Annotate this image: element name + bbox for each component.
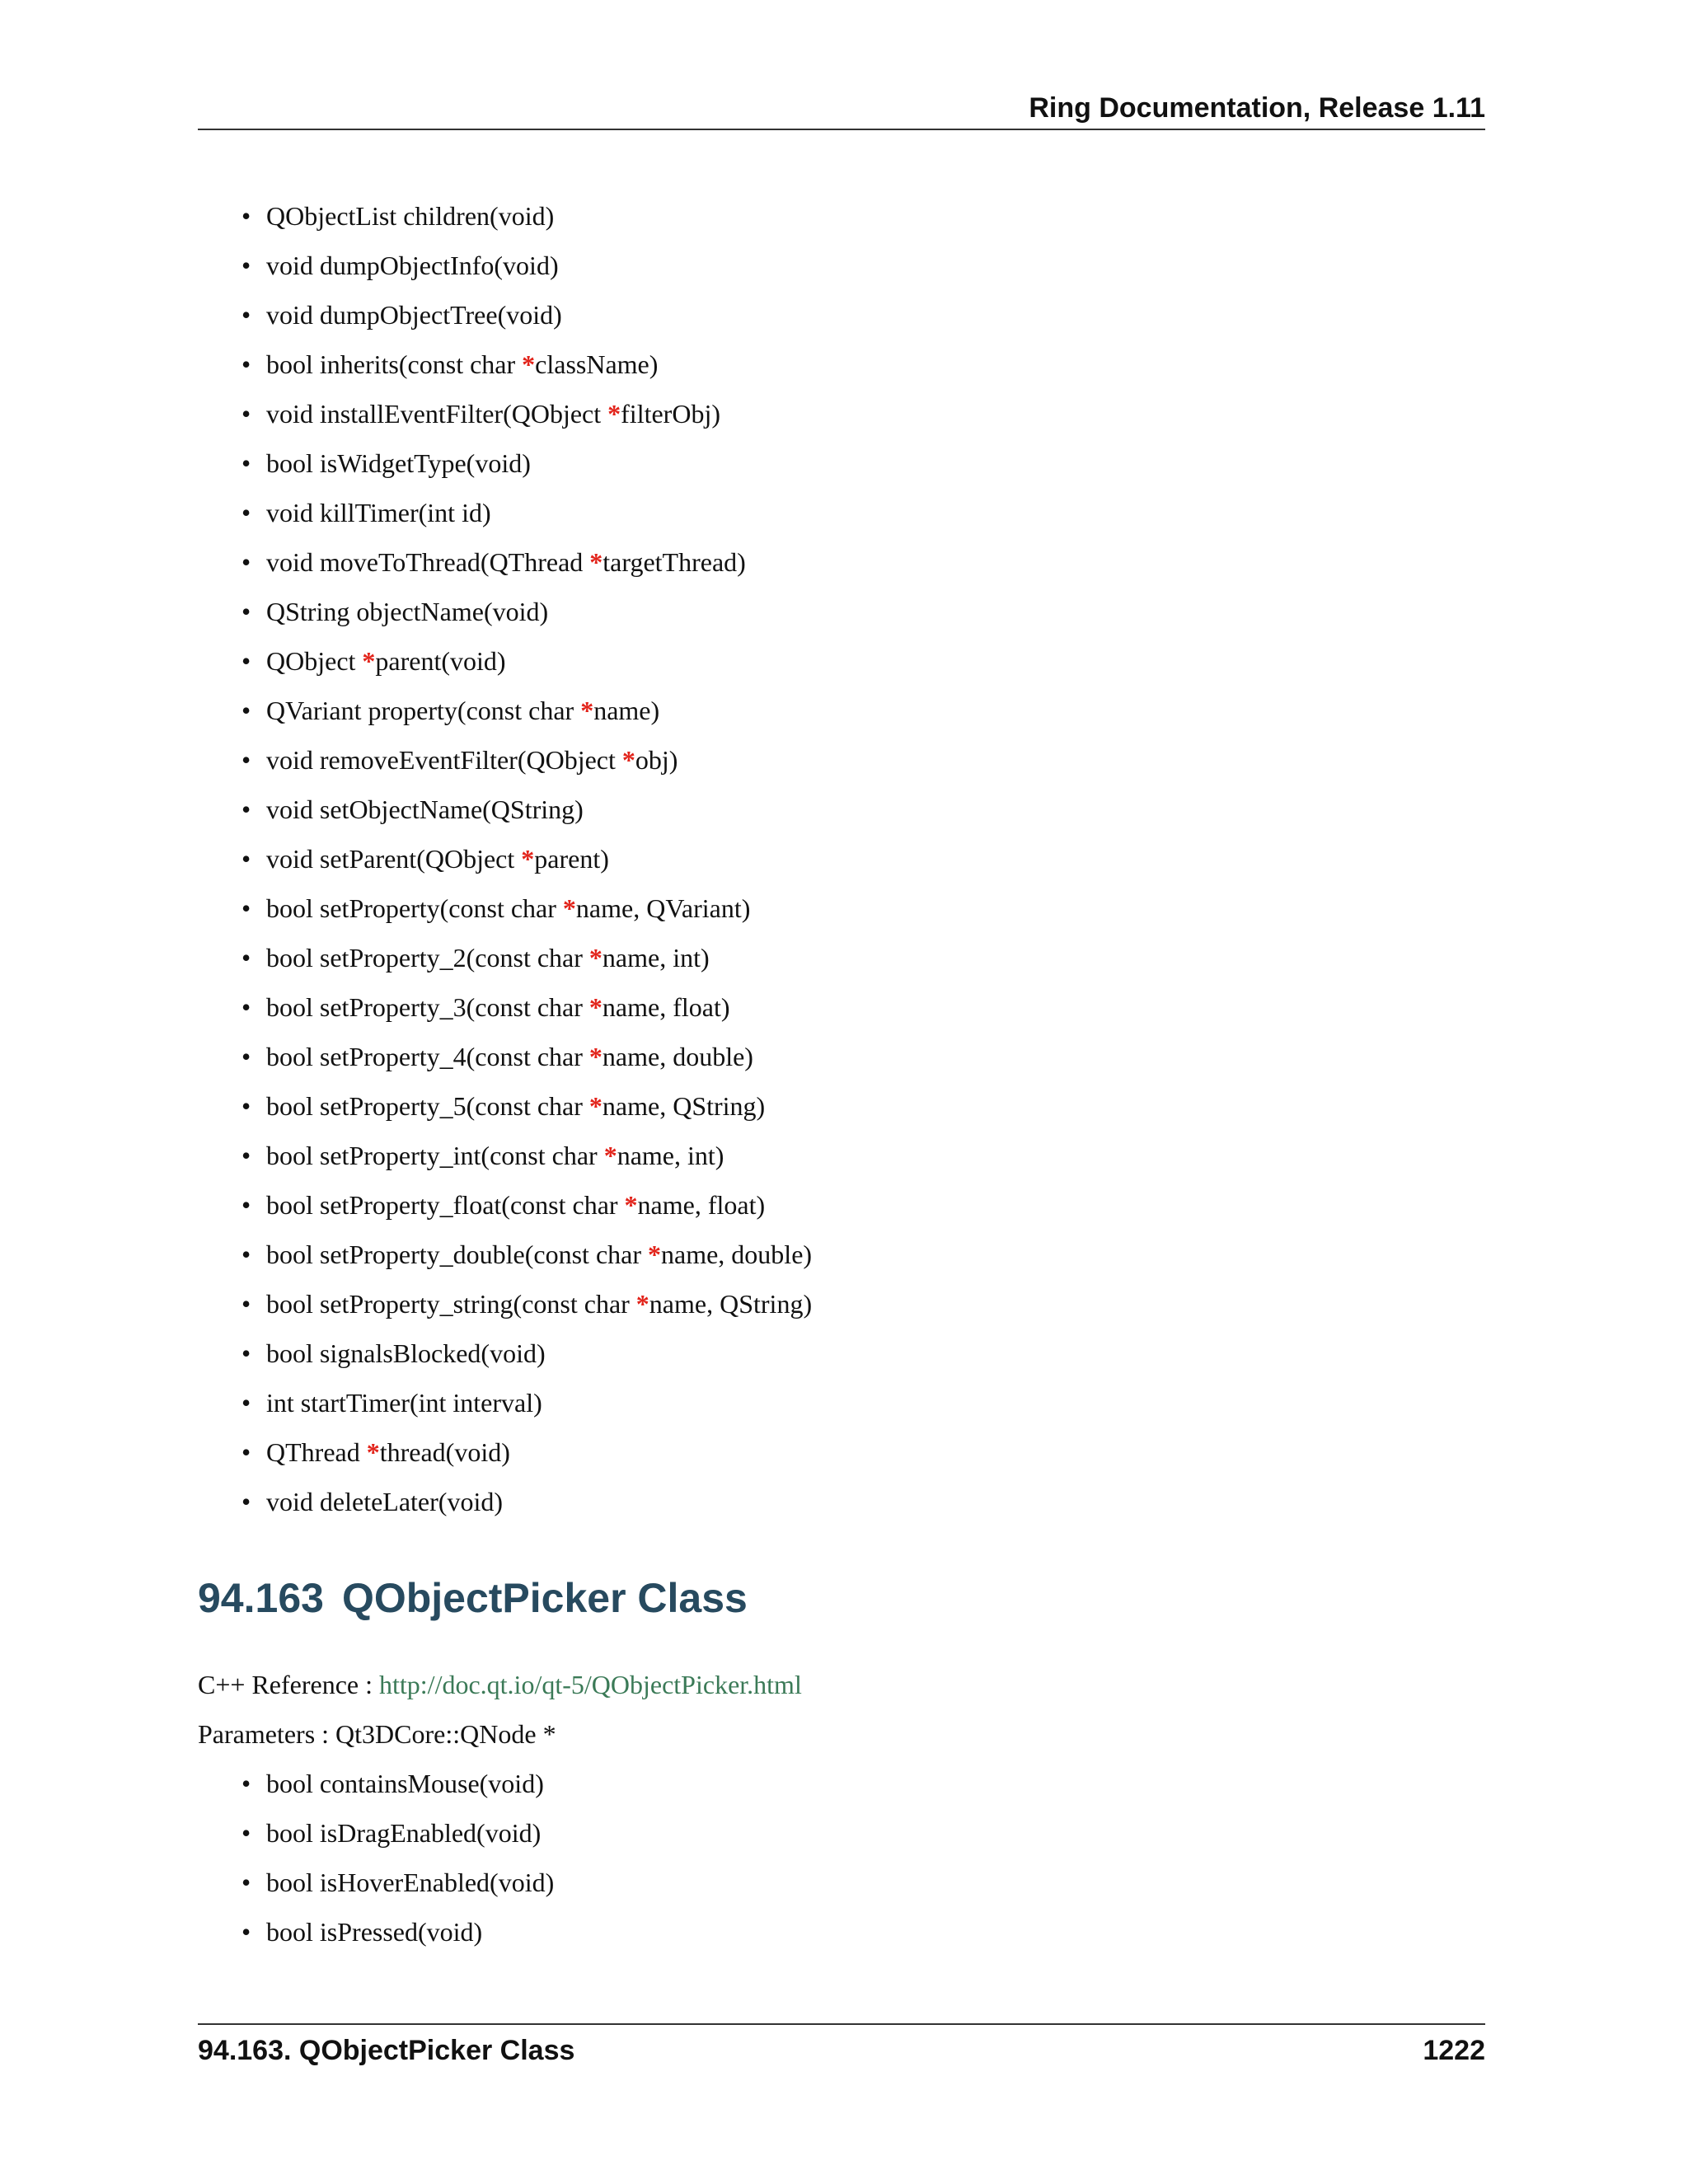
method-signature: QVariant property(const char [266,696,581,725]
bullet: • [241,794,251,824]
method-signature-rest: name, float) [602,992,730,1022]
bullet: • [241,1091,251,1121]
method-signature-rest: name, double) [661,1240,813,1269]
method-item [0,494,812,544]
method-item [0,1483,812,1533]
method-signature-rest: name, int) [602,943,710,972]
method-signature: void removeEventFilter(QObject [266,745,622,775]
bullet: • [241,1190,251,1220]
method-signature: bool setProperty_2(const char [266,943,589,972]
cpp-reference-line [198,1666,802,1703]
method-item [0,1385,812,1434]
pointer-star: * [588,992,603,1022]
pointer-star: * [621,745,635,775]
bullet: • [241,399,251,429]
method-item [0,841,812,890]
page-footer [198,2023,1485,2074]
bullet: • [241,1917,251,1947]
bullet: • [241,1141,251,1170]
bullet: • [241,1769,251,1798]
page-number: 1222 [1423,2035,1485,2066]
header-title: Ring Documentation, Release 1.11 [1029,92,1485,124]
method-item [0,1236,812,1286]
parameters-line: Parameters : Qt3DCore::QNode * [198,1719,556,1749]
bullet: • [241,844,251,874]
bullet: • [241,943,251,972]
method-signature: void dumpObjectTree(void) [266,300,562,330]
method-signature: bool setProperty_4(const char [266,1042,589,1071]
method-item [0,1038,812,1088]
method-signature: bool setProperty_string(const char [266,1289,636,1319]
section-heading [198,1574,748,1622]
bullet: • [241,547,251,577]
method-item [0,890,812,940]
method-signature: bool setProperty_float(const char [266,1190,625,1220]
pointer-star: * [366,1437,380,1467]
method-item [0,346,812,396]
pointer-star: * [648,1240,661,1269]
method-item [0,1765,554,1815]
method-signature-rest: name, int) [617,1141,724,1170]
bullet: • [241,1437,251,1467]
method-item [0,396,812,445]
method-signature-rest: targetThread) [603,547,746,577]
method-item [0,742,812,791]
method-signature: void killTimer(int id) [266,498,491,527]
method-signature-rest: name, float) [637,1190,766,1220]
method-item [0,692,812,742]
method-signature-rest: obj) [635,745,678,775]
pointer-star: * [589,547,603,577]
page-header [198,91,1485,130]
bullet: • [241,646,251,676]
method-item [0,593,812,643]
method-signature-rest: thread(void) [379,1437,510,1467]
method-item [0,1286,812,1335]
method-signature: bool setProperty(const char [266,893,563,923]
method-signature: bool isWidgetType(void) [266,448,531,478]
method-list-qobjectpicker [0,1765,554,1963]
method-signature: bool setProperty_5(const char [266,1091,589,1121]
method-signature-rest: parent) [534,844,609,874]
bullet: • [241,1338,251,1368]
cpp-reference-label: C++ Reference : [198,1670,379,1699]
method-signature-rest: name, QVariant) [575,893,751,923]
method-item [0,643,812,692]
bullet: • [241,1240,251,1269]
method-item [0,1434,812,1483]
method-signature: QObjectList children(void) [266,201,555,231]
method-item [0,940,812,989]
bullet: • [241,1042,251,1071]
section-number: 94.163 [198,1575,324,1621]
method-signature: bool setProperty_3(const char [266,992,589,1022]
bullet: • [241,893,251,923]
method-signature: bool inherits(const char [266,349,523,379]
bullet: • [241,696,251,725]
section-title: QObjectPicker Class [341,1575,748,1621]
bullet: • [241,349,251,379]
method-signature: void deleteLater(void) [266,1487,503,1516]
method-signature: bool isHoverEnabled(void) [266,1868,555,1897]
bullet: • [241,745,251,775]
method-item [0,247,812,297]
bullet: • [241,498,251,527]
method-signature: bool containsMouse(void) [266,1769,544,1798]
method-item [0,1914,554,1963]
method-item [0,1187,812,1236]
method-signature-rest: name, double) [602,1042,753,1071]
bullet: • [241,201,251,231]
pointer-star: * [362,646,376,676]
method-signature: bool setProperty_double(const char [266,1240,648,1269]
method-item [0,198,812,247]
method-signature: void setObjectName(QString) [266,794,584,824]
method-signature: void dumpObjectInfo(void) [266,251,559,280]
pointer-star: * [603,1141,617,1170]
method-item [0,1088,812,1137]
pointer-star: * [588,1091,603,1121]
method-item [0,297,812,346]
bullet: • [241,1289,251,1319]
bullet: • [241,992,251,1022]
cpp-reference-link[interactable]: http://doc.qt.io/qt-5/QObjectPicker.html [379,1670,802,1699]
method-item [0,544,812,593]
pointer-star: * [635,1289,649,1319]
bullet: • [241,448,251,478]
pointer-star: * [521,844,535,874]
method-signature: QString objectName(void) [266,597,549,626]
method-signature: bool isPressed(void) [266,1917,483,1947]
pointer-star: * [624,1190,638,1220]
method-signature: void moveToThread(QThread [266,547,590,577]
pointer-star: * [588,943,603,972]
bullet: • [241,300,251,330]
bullet: • [241,1388,251,1418]
method-signature-rest: name, QString) [649,1289,813,1319]
pointer-star: * [607,399,621,429]
method-signature: QThread [266,1437,367,1467]
method-item [0,989,812,1038]
pointer-star: * [588,1042,603,1071]
method-signature-rest: name) [593,696,660,725]
method-signature-rest: name, QString) [602,1091,766,1121]
method-list-qobject [0,198,812,1533]
method-signature: void setParent(QObject [266,844,522,874]
method-signature: QObject [266,646,363,676]
bullet: • [241,1868,251,1897]
method-signature-rest: filterObj) [621,399,720,429]
footer-section-title: 94.163. QObjectPicker Class [198,2035,575,2066]
pointer-star: * [580,696,594,725]
method-signature: bool signalsBlocked(void) [266,1338,546,1368]
bullet: • [241,1487,251,1516]
method-item [0,1137,812,1187]
method-signature: int startTimer(int interval) [266,1388,542,1418]
method-signature: void installEventFilter(QObject [266,399,608,429]
method-item [0,791,812,841]
method-signature: bool isDragEnabled(void) [266,1818,542,1848]
bullet: • [241,1818,251,1848]
bullet: • [241,251,251,280]
method-item [0,1335,812,1385]
method-item [0,1864,554,1914]
method-item [0,1815,554,1864]
pointer-star: * [562,893,576,923]
method-signature: bool setProperty_int(const char [266,1141,604,1170]
method-signature-rest: parent(void) [375,646,506,676]
method-signature-rest: className) [535,349,659,379]
method-item [0,445,812,494]
bullet: • [241,597,251,626]
pointer-star: * [522,349,536,379]
